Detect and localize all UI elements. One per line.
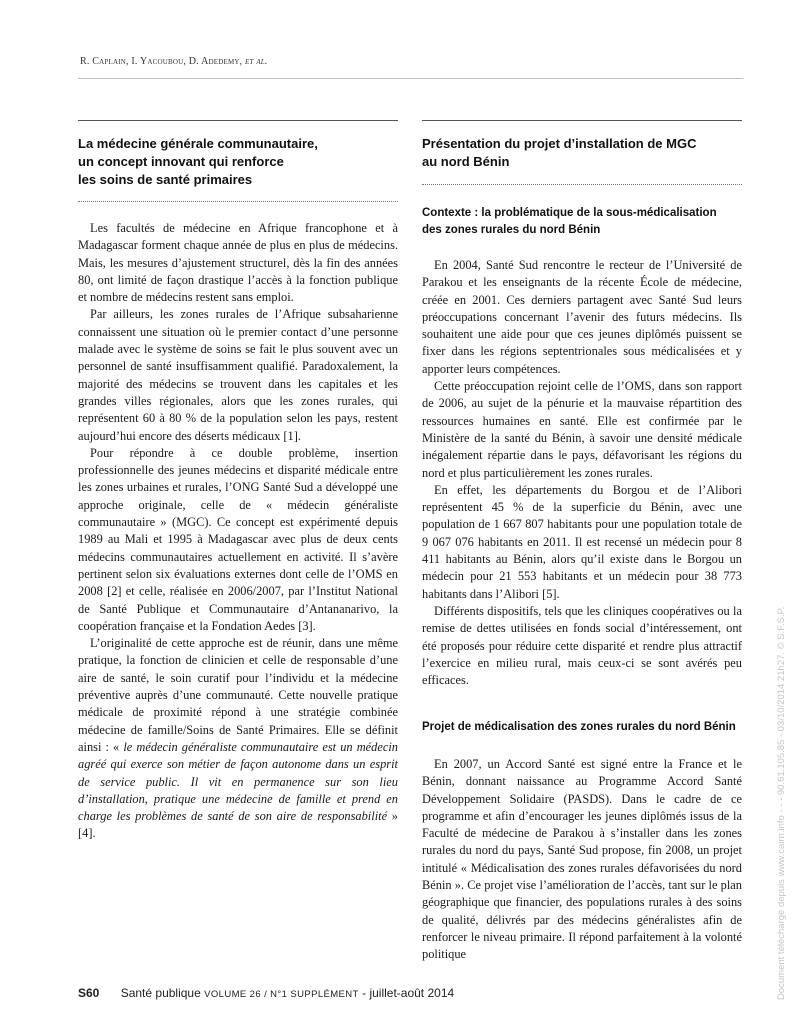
journal-date: - juillet-août 2014 xyxy=(362,986,455,1000)
left-title-line: La médecine générale communautaire, xyxy=(78,136,318,151)
right-paragraph-1: En 2004, Santé Sud rencontre le recteur de l’Université de Parakou et les enseignants de la récente École de médecine, créée en 2001. Ces derniers partagent avec Santé Sud leurs préoccupations concernant l’avenir des futurs médecins. Ils souhaitent une aide pour que ces jeunes diplômés puissent se fixer dans les régions septentrionales sous médicalisées et y apporter leurs compétences. xyxy=(422,258,742,376)
right-section-title xyxy=(422,135,742,171)
running-head-etal: et al. xyxy=(245,56,268,67)
subsection-title-line: des zones rurales du nord Bénin xyxy=(422,223,601,236)
left-paragraph-1: Les facultés de médecine en Afrique francophone et à Madagascar forment chaque année de plus en plus de médecins. Mais, les mesures d’ajustement structurel, dès la fin des années 80, ont limité de façon drastique l’accès à la fonction publique et nombre de médecins restent sans emploi. xyxy=(78,221,398,305)
subsection-title-line: Contexte : la problématique de la sous-médicalisation xyxy=(422,207,717,219)
right-paragraph-3: En effet, les départements du Borgou et de l’Alibori représentent 45 % de la superficie du Bénin, avec une population de 1 667 807 habitants pour une population totale de 9 067 076 habitants en 2011. Il est recensé un médecin pour 8 411 habitants au Bénin, alors qu’il existe dans le Borgou un médecin pour 21 553 habitants et un médecin pour 38 773 habitants dans l’Alibori [5]. xyxy=(422,482,742,601)
left-section-title xyxy=(78,135,398,189)
download-watermark: Document téléchargé depuis www.cairn.info - - - 90.61.105.85 - 03/10/2014 21h27. © S.F.S.P. xyxy=(776,606,787,1000)
left-title-line: un concept innovant qui renforce xyxy=(78,154,284,169)
subsection-title-project: Projet de médicalisation des zones rurales du nord Bénin xyxy=(422,721,736,734)
left-p4-quote: le médecin généraliste communautaire est un médecin agréé qui exerce son métier de façon autonome dans un esprit de service public. Il vit en permanence sur son lieu d’installation, pratique une médecine de famille et prend en charge les problèmes de santé de son aire de responsabilité xyxy=(78,739,398,824)
left-p4-end: » [4]. xyxy=(78,809,398,841)
page-number: S60 xyxy=(78,986,100,1000)
right-paragraph-5: En 2007, un Accord Santé est signé entre la France et le Bénin, donnant naissance au Programme Accord Santé Développement Solidaire (PASDS). Dans le cadre de ce programme et afin d’encourager les jeunes diplômés issus de la Faculté de médecine de Parakou à s’installer dans les zones rurales du nord du pays, Santé Sud propose, fin 2008, un projet intitulé « Médicalisation des zones rurales défavorisées du nord Bénin ». Ce projet vise l’amélioration de l’accès, tant sur le plan géographique que financier, des populations rurales à des soins de qualité, délivrés par des médecins généralistes afin de renforcer le niveau primaire. Il répond parfaitement à la volonté politique xyxy=(422,756,742,962)
right-title-line: au nord Bénin xyxy=(422,154,510,169)
right-title-line: Présentation du projet d’installation de MGC xyxy=(422,136,697,151)
left-paragraph-2: Par ailleurs, les zones rurales de l’Afrique subsaharienne connaissent une situation où le premier contact d’une personne malade avec le système de soins se fait le plus souvent avec un personnel de santé insuffisamment qualifié. Paradoxalement, la majorité des médecins se trouvent dans les capitales et les grandes villes régionales, alors que les zones rurales, qui représentent 60 à 80 % de la population selon les pays, restent aujourd’hui encore des déserts médicaux [1]. xyxy=(78,307,398,443)
left-p4-start: L’originalité de cette approche est de réunir, dans une même pratique, la fonction de clinicien et celle de responsable d’une aire de santé, le soin curatif pour l’individu et la médecine préventive auprès d’une communauté. Cette nouvelle pratique médicale de proximité répond à une stratégie combinée médecine de famille/Soins de Santé Primaires. Elle se définit ainsi : « xyxy=(78,636,398,754)
left-paragraph-3: Pour répondre à ce double problème, insertion professionnelle des jeunes médecins et disparité médicale entre les zones urbaines et rurales, l’ONG Santé Sud a développé une approche originale, celle de « médecin généraliste communautaire » (MGC). Ce concept est expérimenté depuis 1989 au Mali et 1995 à Madagascar avec plus de deux cents médecins communautaires actuellement en activité. Il s’avère pertinent selon six évaluations externes dont celle de l’OMS en 2008 [2] et celle, réalisée en 2006/2007, par l’Institut National de Santé Publique et Communautaire d’Antananarivo, la coopération française et la Fondation Aedes [3]. xyxy=(78,445,398,633)
right-column xyxy=(422,120,742,963)
left-title-bottom-rule xyxy=(78,201,398,202)
journal-name: Santé publique xyxy=(120,986,201,1000)
right-title-bottom-rule xyxy=(422,184,742,185)
right-title-top-rule xyxy=(422,120,742,121)
left-paragraph-4 xyxy=(78,635,398,843)
right-paragraph-4: Différents dispositifs, tels que les cliniques coopératives ou la remise de dettes utilisées en fonds social d’intéressement, ont été proposés pour réduire cette disparité et rendre plus attractif l’exercice en milieu rural, mais ceux-ci se sont avérés peu efficaces. xyxy=(422,603,742,688)
right-paragraph-2: Cette préoccupation rejoint celle de l’OMS, dans son rapport de 2006, au sujet de la pénurie et la mauvaise répartition des ressources humaines en santé. Elle est confirmée par le Ministère de la santé du Bénin, à savoir une densité médicale inégalement répartie dans le pays, défavorisant les régions du nord et plus particulièrement les zones rurales. xyxy=(422,379,742,480)
running-head-authors: R. Caplain, I. Yacoubou, D. Adedemy, xyxy=(80,56,243,67)
running-head xyxy=(80,56,268,67)
left-column xyxy=(78,120,398,843)
journal-volume: VOLUME 26 / N°1 SUPPLÉMENT xyxy=(204,989,359,1000)
left-title-top-rule xyxy=(78,120,398,121)
left-title-line: les soins de santé primaires xyxy=(78,172,253,187)
page-footer xyxy=(78,986,454,1000)
subsection-title-context xyxy=(422,205,742,238)
header-rule xyxy=(78,78,743,79)
